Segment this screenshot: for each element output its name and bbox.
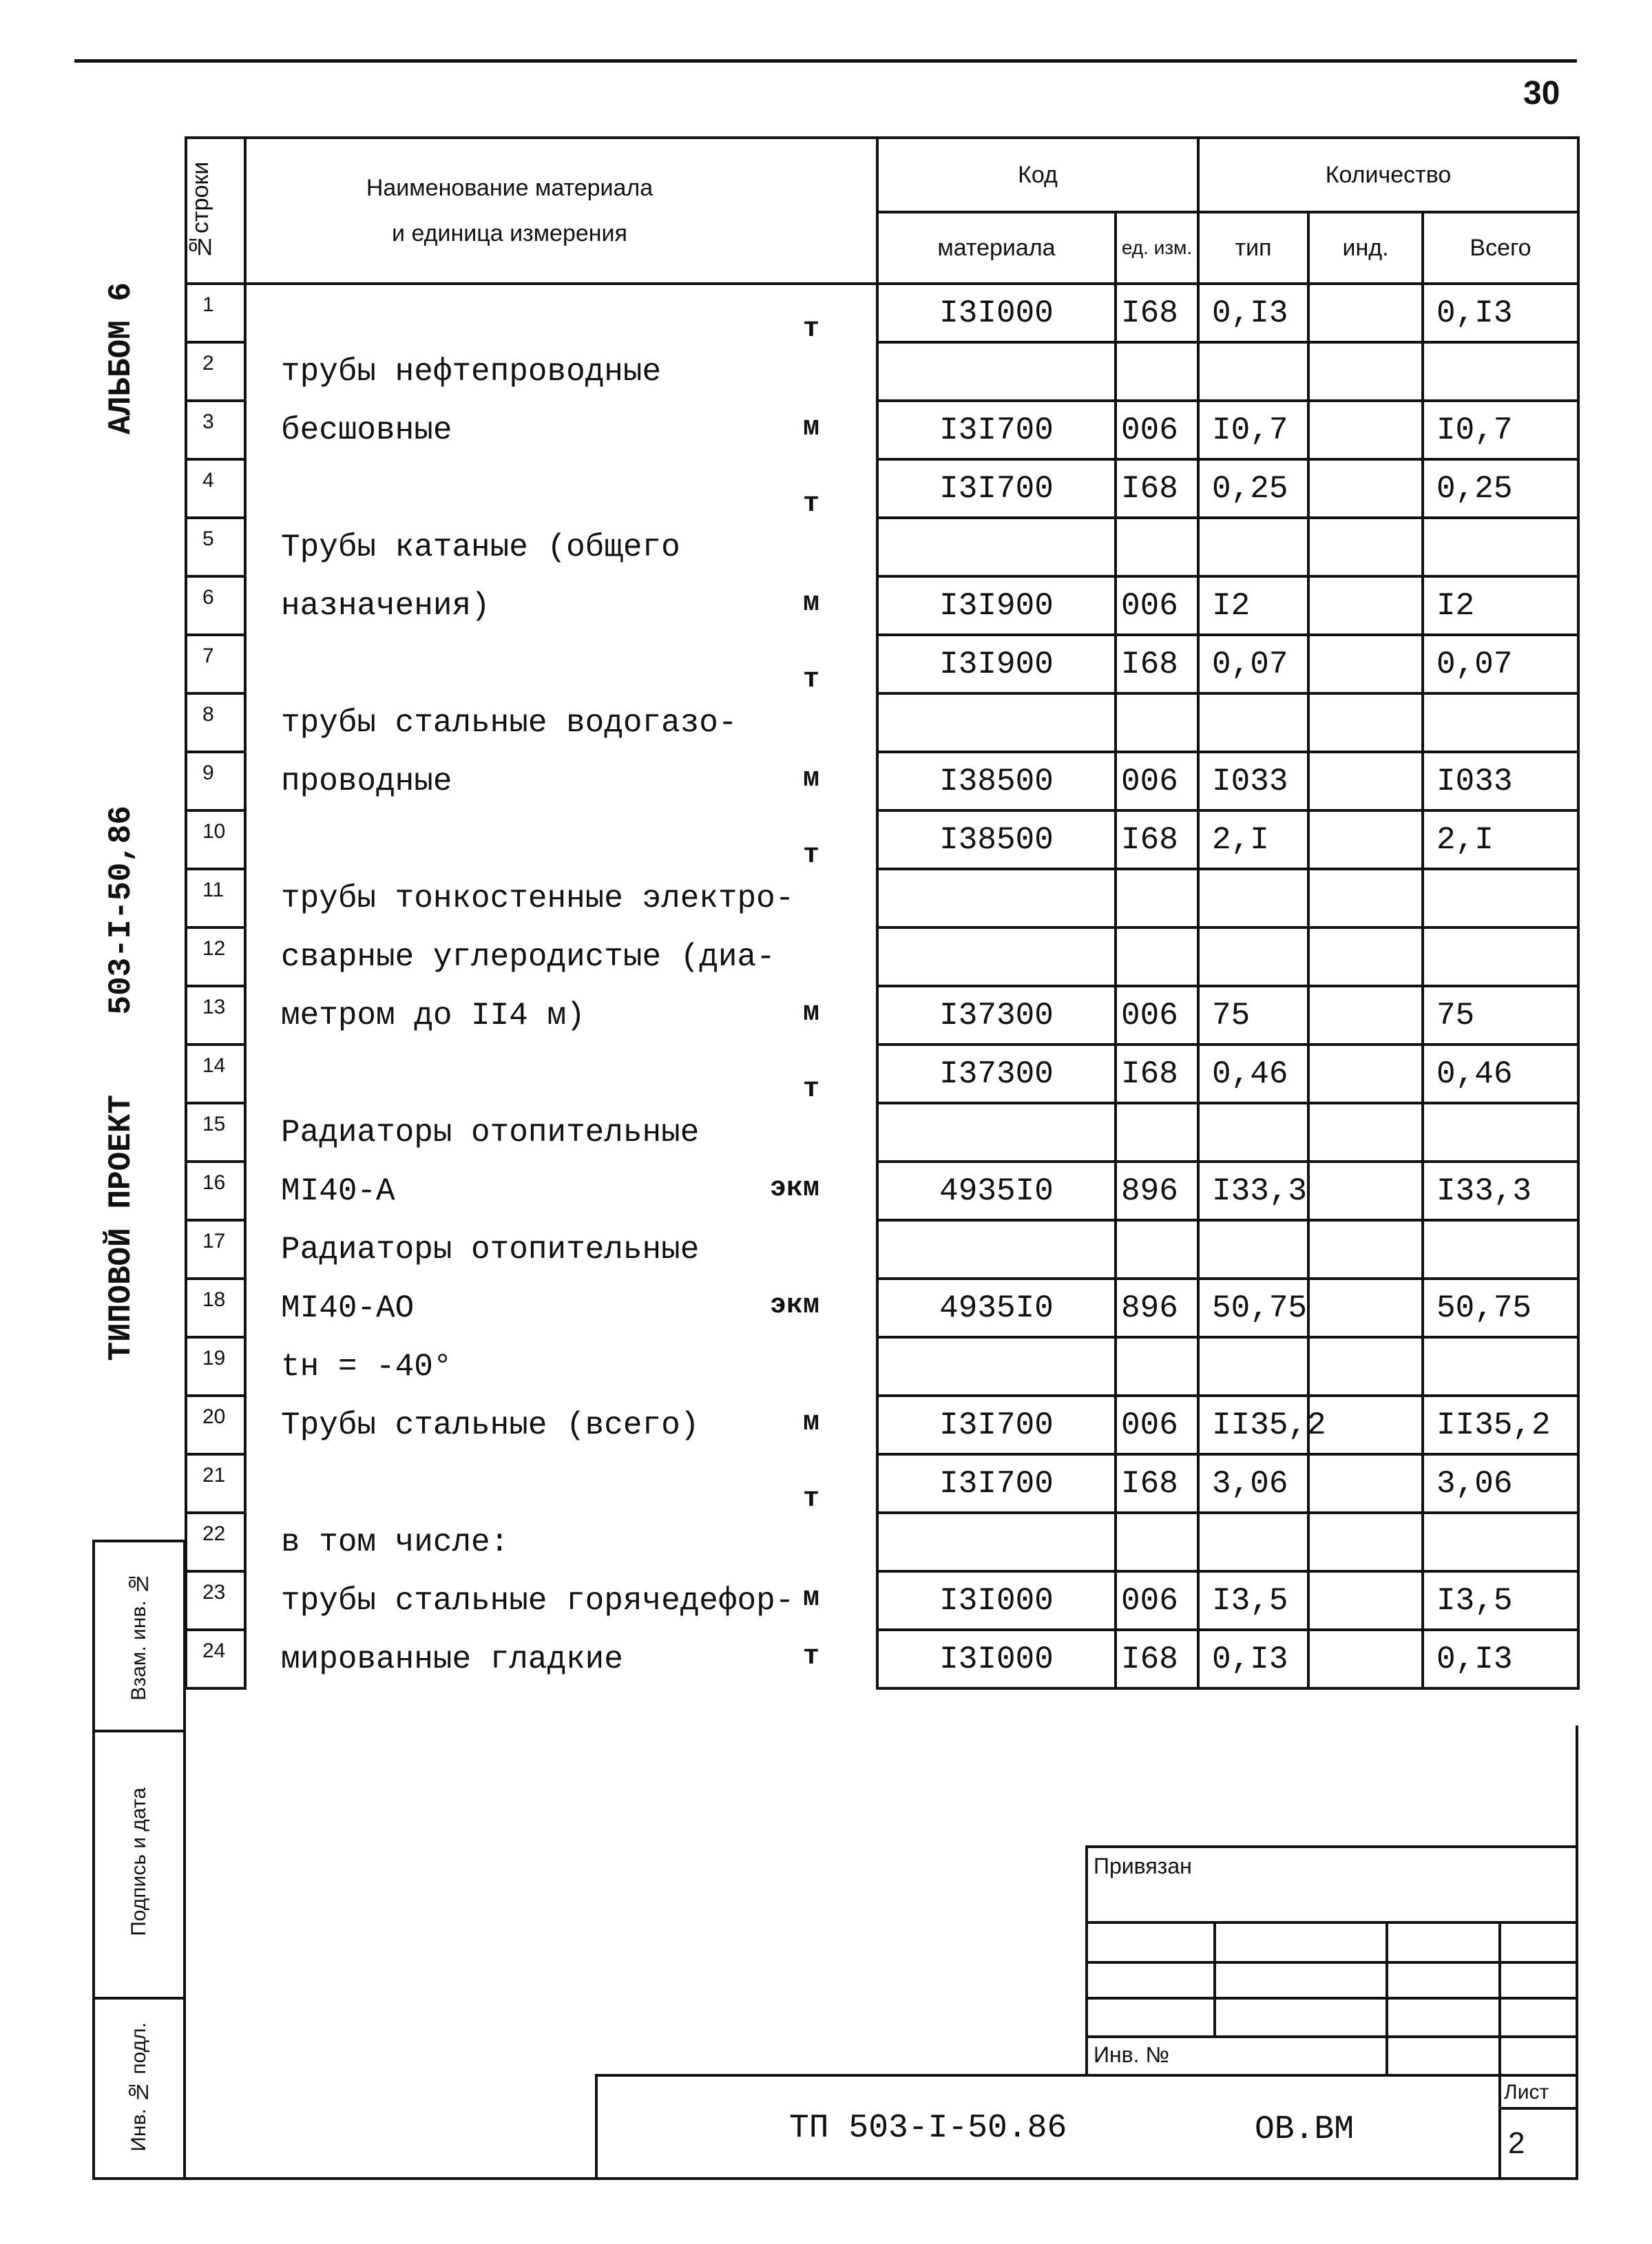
cell-n: 12 [186, 927, 245, 986]
cell-code [877, 1103, 1116, 1162]
cell-unit: I68 [1116, 459, 1198, 518]
cell-unit [1116, 927, 1198, 986]
cell-ind [1308, 576, 1423, 635]
cell-n: 14 [186, 1045, 245, 1103]
cell-code [877, 518, 1116, 576]
cell-n: 15 [186, 1103, 245, 1162]
cell-unit: I68 [1116, 1454, 1198, 1513]
table-row [186, 1571, 1578, 1630]
cell-code: I38500 [877, 810, 1116, 869]
cell-name [245, 1513, 877, 1571]
cell-n: 16 [186, 1162, 245, 1220]
cell-code [877, 693, 1116, 752]
header-row-1 [186, 138, 1578, 212]
cell-n: 6 [186, 576, 245, 635]
cell-type [1198, 1103, 1308, 1162]
cell-ind [1308, 1571, 1423, 1630]
row-unit-mark: м [802, 412, 819, 443]
cell-unit [1116, 1220, 1198, 1279]
header-unit: ед. изм. [1116, 212, 1198, 284]
cell-name [245, 1396, 877, 1454]
row-unit-mark: т [802, 1073, 819, 1105]
cell-unit: I68 [1116, 810, 1198, 869]
cell-type: I033 [1198, 752, 1308, 810]
cell-code: 4935I0 [877, 1279, 1116, 1337]
row-name: метром до II4 м) [281, 997, 585, 1034]
cell-code: I3I700 [877, 459, 1116, 518]
row-unit-mark: т [802, 313, 819, 345]
cell-ind [1308, 1454, 1423, 1513]
cell-unit: I68 [1116, 1045, 1198, 1103]
cell-ind [1308, 1045, 1423, 1103]
cell-ind [1308, 401, 1423, 459]
cell-n: 19 [186, 1337, 245, 1396]
project-type-label: ТИПОВОЙ ПРОЕКТ [103, 1095, 139, 1361]
cell-type: I3,5 [1198, 1571, 1308, 1630]
cell-n: 20 [186, 1396, 245, 1454]
attached-label: Привязан [1094, 1854, 1192, 1878]
page-number: 30 [1523, 75, 1560, 112]
cell-type: 75 [1198, 986, 1308, 1045]
top-rule [74, 59, 1577, 63]
cell-unit: 006 [1116, 752, 1198, 810]
cell-code: I3I000 [877, 1630, 1116, 1688]
cell-type [1198, 518, 1308, 576]
cell-code [877, 342, 1116, 401]
cell-ind [1308, 342, 1423, 401]
table-row [186, 459, 1578, 518]
cell-n: 7 [186, 635, 245, 693]
table-row [186, 810, 1578, 869]
cell-ind [1308, 693, 1423, 752]
cell-n: 23 [186, 1571, 245, 1630]
row-name: Трубы стальные (всего) [281, 1407, 700, 1443]
cell-unit [1116, 869, 1198, 927]
cell-n: 5 [186, 518, 245, 576]
row-name: Радиаторы отопительные [281, 1114, 700, 1151]
cell-n: 3 [186, 401, 245, 459]
attached-hline-3 [1085, 1997, 1578, 2000]
cell-unit: 006 [1116, 1396, 1198, 1454]
cell-ind [1308, 1630, 1423, 1688]
cell-type: 50,75 [1198, 1279, 1308, 1337]
title-strip [595, 2074, 1578, 2180]
cell-code: 4935I0 [877, 1162, 1116, 1220]
row-name: трубы нефтепроводные [281, 353, 662, 390]
doc-mark: ОВ.ВМ [1255, 2111, 1355, 2148]
row-unit-mark: т [802, 1483, 819, 1515]
cell-ind [1308, 1162, 1423, 1220]
row-name: сварные углеродистые (диа- [281, 939, 775, 975]
cell-name [245, 1337, 877, 1396]
cell-name [245, 1279, 877, 1337]
cell-ind [1308, 459, 1423, 518]
cell-type: I2 [1198, 576, 1308, 635]
cell-n: 24 [186, 1630, 245, 1688]
cell-ind [1308, 518, 1423, 576]
cell-name [245, 342, 877, 401]
cell-ind [1308, 752, 1423, 810]
stamp-inv-orig: Инв. № подл. [92, 1997, 186, 2180]
doc-code: ТП 503-I-50.86 [789, 2110, 1067, 2147]
row-unit-mark: экм [769, 1173, 819, 1204]
cell-type: 3,06 [1198, 1454, 1308, 1513]
row-unit-mark: м [802, 587, 819, 619]
cell-name [245, 518, 877, 576]
row-name: Радиаторы отопительные [281, 1231, 700, 1268]
cell-name [245, 1162, 877, 1220]
table-row [186, 927, 1578, 986]
sheet-number: 2 [1508, 2126, 1525, 2160]
cell-n: 10 [186, 810, 245, 869]
table-row [186, 1045, 1578, 1103]
cell-code [877, 927, 1116, 986]
cell-name [245, 1630, 877, 1688]
cell-type [1198, 342, 1308, 401]
cell-unit: I68 [1116, 635, 1198, 693]
cell-unit: 896 [1116, 1162, 1198, 1220]
row-name: трубы стальные горячедефор- [281, 1582, 795, 1619]
cell-total: II35,2 [1423, 1396, 1578, 1454]
table-row [186, 1630, 1578, 1688]
table-row [186, 518, 1578, 576]
cell-ind [1308, 810, 1423, 869]
attached-vline-1 [1213, 1921, 1216, 2038]
cell-n: 8 [186, 693, 245, 752]
cell-type: 0,I3 [1198, 284, 1308, 342]
cell-code: I3I000 [877, 284, 1116, 342]
cell-n: 13 [186, 986, 245, 1045]
cell-total: I0,7 [1423, 401, 1578, 459]
cell-total: 0,I3 [1423, 284, 1578, 342]
row-unit-mark: м [802, 997, 819, 1029]
cell-ind [1308, 635, 1423, 693]
row-unit-mark: т [802, 1641, 819, 1672]
cell-total: 2,I [1423, 810, 1578, 869]
cell-name [245, 459, 877, 518]
cell-type [1198, 1220, 1308, 1279]
cell-name [245, 986, 877, 1045]
cell-name [245, 869, 877, 927]
cell-n: 18 [186, 1279, 245, 1337]
cell-n: 4 [186, 459, 245, 518]
cell-n: 9 [186, 752, 245, 810]
header-code: Код [877, 138, 1198, 212]
table-row [186, 986, 1578, 1045]
cell-unit: I68 [1116, 1630, 1198, 1688]
cell-total: 0,I3 [1423, 1630, 1578, 1688]
table-row [186, 1513, 1578, 1571]
cell-code: I3I700 [877, 1396, 1116, 1454]
header-total: Всего [1423, 212, 1578, 284]
cell-unit: 896 [1116, 1279, 1198, 1337]
cell-total: I33,3 [1423, 1162, 1578, 1220]
row-name: трубы тонкостенные электро- [281, 880, 795, 916]
cell-total [1423, 1220, 1578, 1279]
row-name: Трубы катаные (общего [281, 529, 680, 565]
cell-code: I3I700 [877, 401, 1116, 459]
cell-ind [1308, 869, 1423, 927]
cell-ind [1308, 1337, 1423, 1396]
stamp-sign-date: Подпись и дата [92, 1727, 186, 2000]
cell-name [245, 1045, 877, 1103]
cell-total: 0,07 [1423, 635, 1578, 693]
cell-total: I2 [1423, 576, 1578, 635]
cell-total [1423, 1337, 1578, 1396]
cell-unit [1116, 518, 1198, 576]
cell-name [245, 401, 877, 459]
table-row [186, 1337, 1578, 1396]
cell-total: 0,46 [1423, 1045, 1578, 1103]
cell-total [1423, 518, 1578, 576]
row-name: трубы стальные водогазо- [281, 704, 738, 741]
cell-ind [1308, 1103, 1423, 1162]
header-name: Наименование материала и единица измерения [245, 138, 877, 284]
row-name: МI40-А [281, 1173, 395, 1209]
cell-type [1198, 1337, 1308, 1396]
cell-type: II35,2 [1198, 1396, 1308, 1454]
cell-total: 0,25 [1423, 459, 1578, 518]
album-label: АЛЬБОМ 6 [103, 282, 139, 434]
row-name: проводные [281, 763, 452, 799]
sheet-label: Лист [1504, 2081, 1549, 2104]
table-row [186, 693, 1578, 752]
row-name: в том числе: [281, 1524, 510, 1560]
cell-code [877, 1220, 1116, 1279]
table-row [186, 752, 1578, 810]
cell-code: I3I900 [877, 576, 1116, 635]
cell-total [1423, 693, 1578, 752]
row-unit-mark: м [802, 1407, 819, 1438]
row-unit-mark: т [802, 839, 819, 871]
cell-unit [1116, 1103, 1198, 1162]
cell-unit [1116, 342, 1198, 401]
cell-type [1198, 869, 1308, 927]
cell-total [1423, 342, 1578, 401]
table-row [186, 1162, 1578, 1220]
cell-name [245, 1103, 877, 1162]
attached-hline-2 [1085, 1961, 1578, 1964]
cell-total [1423, 927, 1578, 986]
cell-name [245, 927, 877, 986]
cell-name [245, 1454, 877, 1513]
cell-code [877, 1513, 1116, 1571]
header-material: материала [877, 212, 1116, 284]
cell-type: I0,7 [1198, 401, 1308, 459]
cell-unit [1116, 1513, 1198, 1571]
row-name: назначения) [281, 587, 490, 624]
cell-unit: 006 [1116, 1571, 1198, 1630]
attached-hline-1 [1085, 1921, 1578, 1924]
attached-hline-4 [1085, 2035, 1578, 2038]
table-row [186, 1396, 1578, 1454]
cell-total [1423, 1103, 1578, 1162]
table-row [186, 342, 1578, 401]
cell-total: 3,06 [1423, 1454, 1578, 1513]
cell-total [1423, 1513, 1578, 1571]
row-unit-mark: т [802, 664, 819, 695]
row-name: мированные гладкие [281, 1641, 623, 1677]
cell-n: 11 [186, 869, 245, 927]
table-row [186, 869, 1578, 927]
cell-type: 0,I3 [1198, 1630, 1308, 1688]
header-row-no: №строки [186, 138, 245, 284]
cell-code: I3I700 [877, 1454, 1116, 1513]
cell-unit: I68 [1116, 284, 1198, 342]
cell-ind [1308, 284, 1423, 342]
row-name: бесшовные [281, 412, 452, 448]
cell-total: 50,75 [1423, 1279, 1578, 1337]
cell-unit: 006 [1116, 576, 1198, 635]
cell-ind [1308, 1220, 1423, 1279]
cell-unit: 006 [1116, 986, 1198, 1045]
cell-type: I33,3 [1198, 1162, 1308, 1220]
table-row [186, 1279, 1578, 1337]
row-unit-mark: м [802, 1582, 819, 1614]
cell-name [245, 693, 877, 752]
cell-name [245, 576, 877, 635]
cell-ind [1308, 927, 1423, 986]
cell-n: 2 [186, 342, 245, 401]
cell-name [245, 284, 877, 345]
table-row [186, 1220, 1578, 1279]
cell-type: 2,I [1198, 810, 1308, 869]
cell-n: 22 [186, 1513, 245, 1571]
table-body [186, 284, 1578, 1688]
cell-total: I033 [1423, 752, 1578, 810]
cell-type: 0,46 [1198, 1045, 1308, 1103]
stamp-inv-no: Взам. инв. № [92, 1540, 186, 1732]
cell-unit [1116, 1337, 1198, 1396]
row-name: tн = -40° [281, 1348, 452, 1385]
row-name: МI40-АО [281, 1290, 415, 1326]
cell-name [245, 635, 877, 693]
cell-name [245, 1571, 877, 1630]
cell-name [245, 810, 877, 869]
cell-type [1198, 1513, 1308, 1571]
cell-name [245, 1220, 877, 1279]
table-row [186, 401, 1578, 459]
cell-ind [1308, 1279, 1423, 1337]
table-row [186, 284, 1578, 342]
cell-unit: 006 [1116, 401, 1198, 459]
header-ind: инд. [1308, 212, 1423, 284]
table-row [186, 1103, 1578, 1162]
cell-code: I37300 [877, 986, 1116, 1045]
cell-type [1198, 927, 1308, 986]
cell-total: I3,5 [1423, 1571, 1578, 1630]
table-row [186, 1454, 1578, 1513]
materials-table [185, 136, 1580, 1690]
cell-n: 17 [186, 1220, 245, 1279]
row-unit-mark: т [802, 488, 819, 520]
row-unit-mark: экм [769, 1290, 819, 1321]
inv-no-label: Инв. № [1094, 2042, 1169, 2067]
cell-type: 0,07 [1198, 635, 1308, 693]
row-unit-mark: м [802, 763, 819, 795]
cell-code: I3I900 [877, 635, 1116, 693]
attached-vline-3 [1498, 1921, 1501, 2077]
table-row [186, 635, 1578, 693]
cell-name [245, 752, 877, 810]
cell-type: 0,25 [1198, 459, 1308, 518]
cell-ind [1308, 1513, 1423, 1571]
header-type: тип [1198, 212, 1308, 284]
cell-n: 21 [186, 1454, 245, 1513]
cell-total [1423, 869, 1578, 927]
cell-total: 75 [1423, 986, 1578, 1045]
cell-code: I3I000 [877, 1571, 1116, 1630]
cell-unit [1116, 693, 1198, 752]
cell-code [877, 869, 1116, 927]
project-code-label: 503-I-50,86 [103, 806, 139, 1015]
header-quantity: Количество [1198, 138, 1578, 212]
cell-code: I37300 [877, 1045, 1116, 1103]
attached-vline-2 [1386, 1921, 1388, 2077]
table-row [186, 576, 1578, 635]
cell-n: 1 [186, 284, 245, 342]
cell-code: I38500 [877, 752, 1116, 810]
cell-code [877, 1337, 1116, 1396]
sheet-divider [1498, 2107, 1578, 2110]
cell-ind [1308, 986, 1423, 1045]
cell-type [1198, 693, 1308, 752]
